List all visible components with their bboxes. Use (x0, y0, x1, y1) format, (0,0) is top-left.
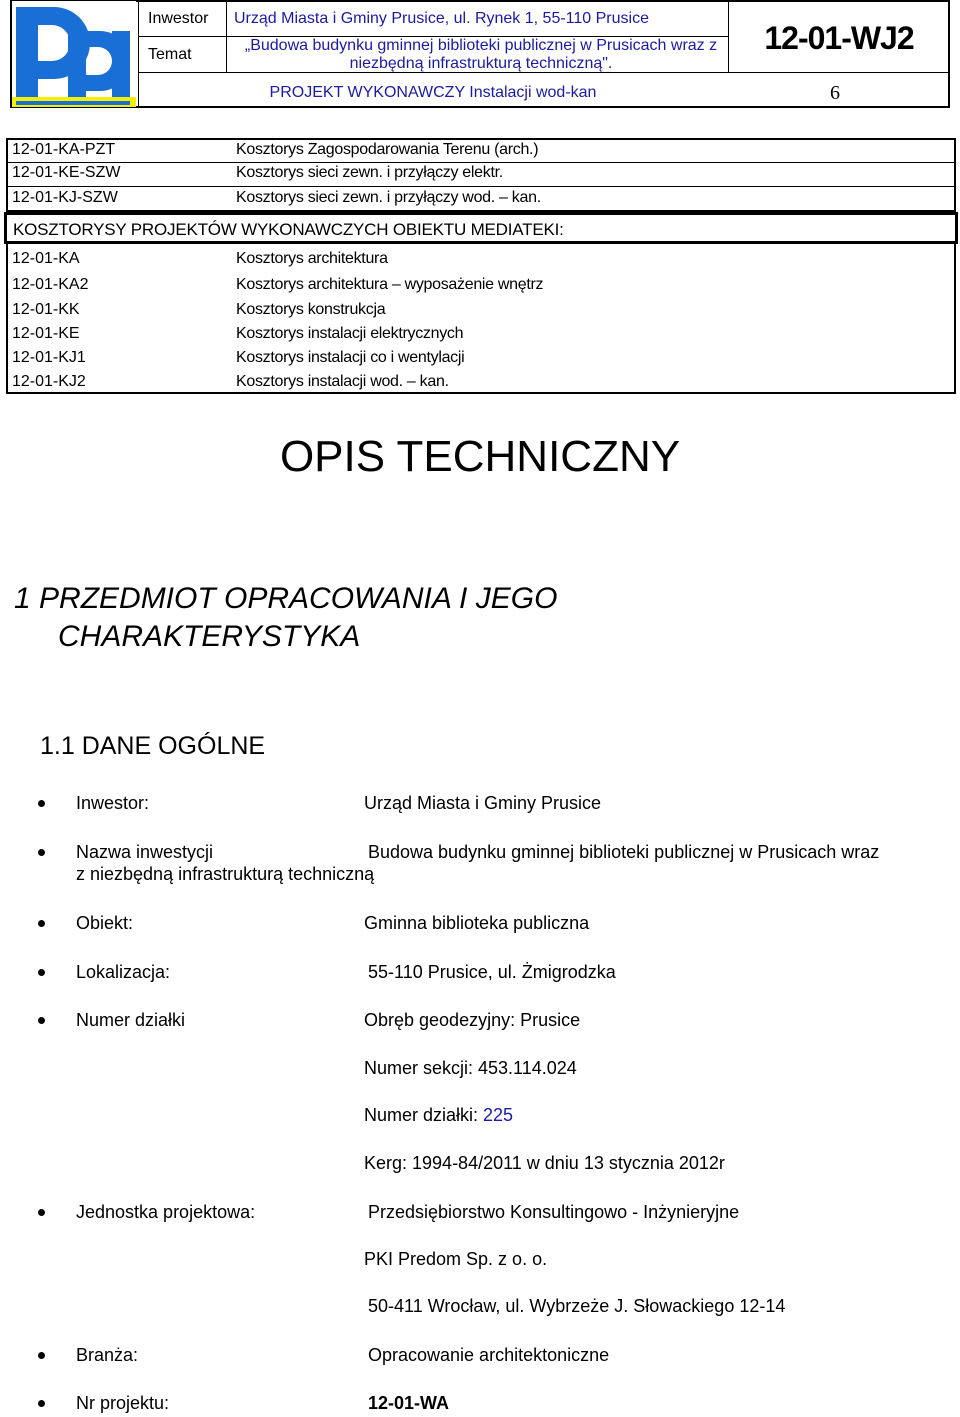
investment-value-continued: z niezbędną infrastrukturą techniczną (76, 864, 375, 884)
subchapter-heading: 1.1 DANE OGÓLNE (40, 732, 266, 760)
branch-value: Opracowanie architektoniczne (368, 1345, 610, 1365)
estimate-description: Kosztorys sieci zewn. i przyłączy wod. – kan. (236, 189, 541, 206)
estimate-description: Kosztorys Zagospodarowania Terenu (arch.) (236, 141, 539, 158)
document-title: OPIS TECHNICZNY (279, 432, 681, 481)
investor-value: Urząd Miasta i Gminy Prusice (364, 793, 602, 813)
row-divider (6, 162, 956, 163)
location-value: 55-110 Prusice, ul. Żmigrodzka (368, 962, 616, 982)
row-divider (6, 186, 956, 187)
investor-value: Urząd Miasta i Gminy Prusice, ul. Rynek 1, 55-110 Prusice (234, 10, 649, 27)
object-label: Obiekt: (76, 913, 134, 933)
designer-address: 50-411 Wrocław, ul. Wybrzeże J. Słowackiego 12-14 (368, 1296, 786, 1316)
document-code: 12-01-WJ2 (764, 20, 914, 56)
object-value: Gminna biblioteka publiczna (364, 913, 590, 933)
investment-value: Budowa budynku gminnej biblioteki publicznej w Prusicach wraz (368, 842, 880, 862)
designer-company: PKI Predom Sp. z o. o. (364, 1249, 548, 1269)
estimate-code: 12-01-KJ1 (12, 349, 86, 366)
bullet-icon (38, 1209, 45, 1216)
estimate-code: 12-01-KA-PZT (12, 141, 116, 158)
plot-number (364, 1105, 513, 1126)
estimate-description: Kosztorys architektura (236, 250, 388, 267)
page-number: 6 (830, 82, 840, 104)
branch-label: Branża: (76, 1345, 139, 1365)
estimate-description: Kosztorys instalacji elektrycznych (236, 325, 464, 342)
section-heading: KOSZTORYSY PROJEKTÓW WYKONAWCZYCH OBIEKTU MEDIATEKI: (13, 220, 564, 239)
estimate-code: 12-01-KJ2 (12, 373, 86, 390)
plot-kerg: Kerg: 1994-84/2011 w dniu 13 stycznia 2012r (364, 1153, 725, 1173)
estimate-code: 12-01-KJ-SZW (12, 189, 118, 206)
designer-name: Przedsiębiorstwo Konsultingowo - Inżynieryjne (368, 1202, 740, 1222)
plot-number-label: Numer działki: (364, 1105, 484, 1125)
project-line: PROJEKT WYKONAWCZY Instalacji wod-kan (269, 84, 597, 101)
chapter-heading-line-2: CHARAKTERYSTYKA (58, 620, 361, 653)
investment-label: Nazwa inwestycji (76, 842, 214, 862)
estimate-description: Kosztorys architektura – wyposażenie wnętrz (236, 276, 544, 293)
investor-label: Inwestor (148, 10, 209, 27)
project-number-value: 12-01-WA (368, 1393, 450, 1413)
company-logo (12, 1, 136, 107)
plot-section: Numer sekcji: 453.114.024 (364, 1058, 577, 1078)
estimate-description: Kosztorys sieci zewn. i przyłączy elektr. (236, 164, 503, 181)
location-label: Lokalizacja: (76, 962, 171, 982)
project-number-label: Nr projektu: (76, 1393, 170, 1413)
section-heading-box (4, 212, 958, 244)
estimate-code: 12-01-KE-SZW (12, 164, 121, 181)
plot-label: Numer działki (76, 1010, 186, 1030)
estimate-description: Kosztorys instalacji co i wentylacji (236, 349, 465, 366)
estimate-code: 12-01-KA2 (12, 276, 89, 293)
bullet-icon (38, 800, 45, 807)
header-divider (226, 2, 227, 72)
bullet-icon (38, 849, 45, 856)
plot-number-value: 225 (483, 1105, 514, 1125)
plot-precinct: Obręb geodezyjny: Prusice (364, 1010, 581, 1030)
bullet-icon (38, 920, 45, 927)
bullet-icon (38, 1017, 45, 1024)
bullet-icon (38, 1352, 45, 1359)
estimate-code: 12-01-KK (12, 301, 80, 318)
bullet-icon (38, 969, 45, 976)
topic-line-2: niezbędną infrastrukturą techniczną". (349, 55, 613, 72)
chapter-heading-line-1: 1 PRZEDMIOT OPRACOWANIA I JEGO (14, 582, 558, 615)
topic-label: Temat (148, 46, 192, 63)
estimate-description: Kosztorys instalacji wod. – kan. (236, 373, 449, 390)
mediateka-estimates-box (6, 244, 956, 394)
bullet-icon (38, 1400, 45, 1407)
document-header (10, 0, 950, 108)
estimate-code: 12-01-KE (12, 325, 80, 342)
topic-line-1: „Budowa budynku gminnej biblioteki publicznej w Prusicach wraz z (244, 37, 718, 54)
investor-label: Inwestor: (76, 793, 150, 813)
chapter-heading (14, 580, 557, 656)
estimate-code: 12-01-KA (12, 250, 80, 267)
designer-label: Jednostka projektowa: (76, 1202, 256, 1222)
estimate-description: Kosztorys konstrukcja (236, 301, 386, 318)
